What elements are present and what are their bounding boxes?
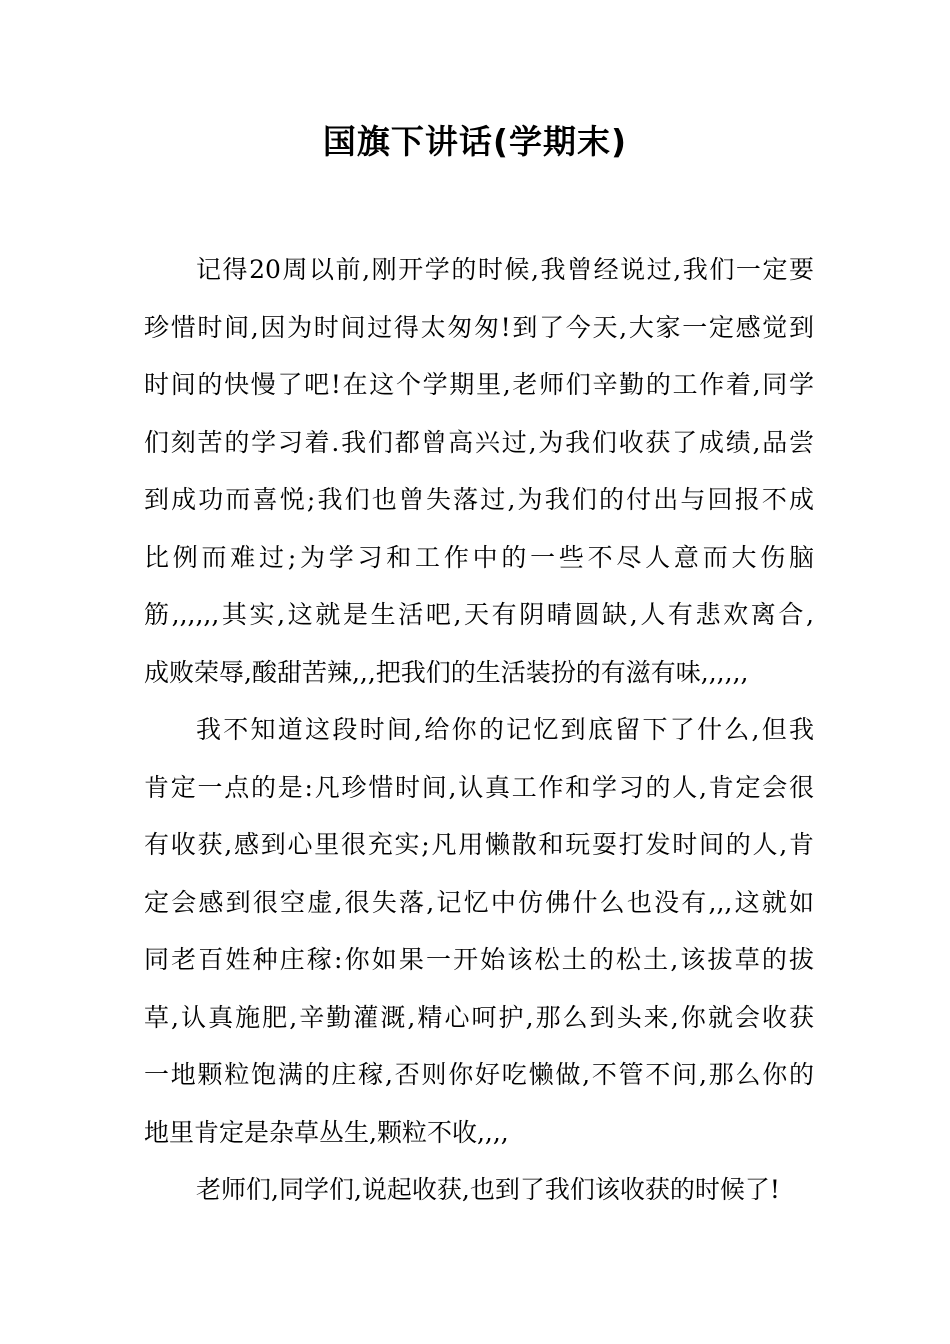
paragraph-1-line-4: 们刻苦的学习着.我们都曾高兴过,为我们收获了成绩,品尝 [144, 427, 814, 457]
paragraph-1-line-6: 比例而难过;为学习和工作中的一些不尽人意而大伤脑 [144, 542, 814, 572]
paragraph-1-line-8: 成败荣辱,酸甜苦辣,,,把我们的生活装扮的有滋有味,,,,,, [144, 657, 749, 687]
paragraph-2-line-3: 有收获,感到心里很充实;凡用懒散和玩耍打发时间的人,肯 [144, 830, 814, 859]
paragraph-1-line-5: 到成功而喜悦;我们也曾失落过,为我们的付出与回报不成 [144, 485, 814, 514]
paragraph-1-line-7: 筋,,,,,,其实,这就是生活吧,天有阴晴圆缺,人有悲欢离合, [144, 600, 814, 629]
paragraph-1-line-1: 记得20周以前,刚开学的时候,我曾经说过,我们一定要 [196, 255, 814, 284]
paragraph-1-line-2: 珍惜时间,因为时间过得太匆匆!到了今天,大家一定感觉到 [144, 312, 814, 342]
paragraph-2-line-6: 草,认真施肥,辛勤灌溉,精心呵护,那么到头来,你就会收获 [144, 1002, 814, 1032]
paragraph-2-line-2: 肯定一点的是:凡珍惜时间,认真工作和学习的人,肯定会很 [144, 772, 814, 802]
paragraph-1-line-3: 时间的快慢了吧!在这个学期里,老师们辛勤的工作着,同学 [144, 370, 814, 399]
paragraph-2-line-5: 同老百姓种庄稼:你如果一开始该松土的松土,该拔草的拔 [144, 945, 814, 974]
document-body [144, 241, 814, 1219]
paragraph-2-line-1: 我不知道这段时间,给你的记忆到底留下了什么,但我 [196, 715, 814, 744]
document-title: 国旗下讲话(学期末) [322, 122, 628, 161]
paragraph-2-line-8: 地里肯定是杂草丛生,颗粒不收,,,, [144, 1117, 509, 1147]
paragraph-2-line-4: 定会感到很空虚,很失落,记忆中仿佛什么也没有,,,这就如 [144, 887, 814, 917]
paragraph-3-line-1: 老师们,同学们,说起收获,也到了我们该收获的时候了! [196, 1175, 780, 1204]
paragraph-2-line-7: 一地颗粒饱满的庄稼,否则你好吃懒做,不管不问,那么你的 [144, 1060, 814, 1089]
